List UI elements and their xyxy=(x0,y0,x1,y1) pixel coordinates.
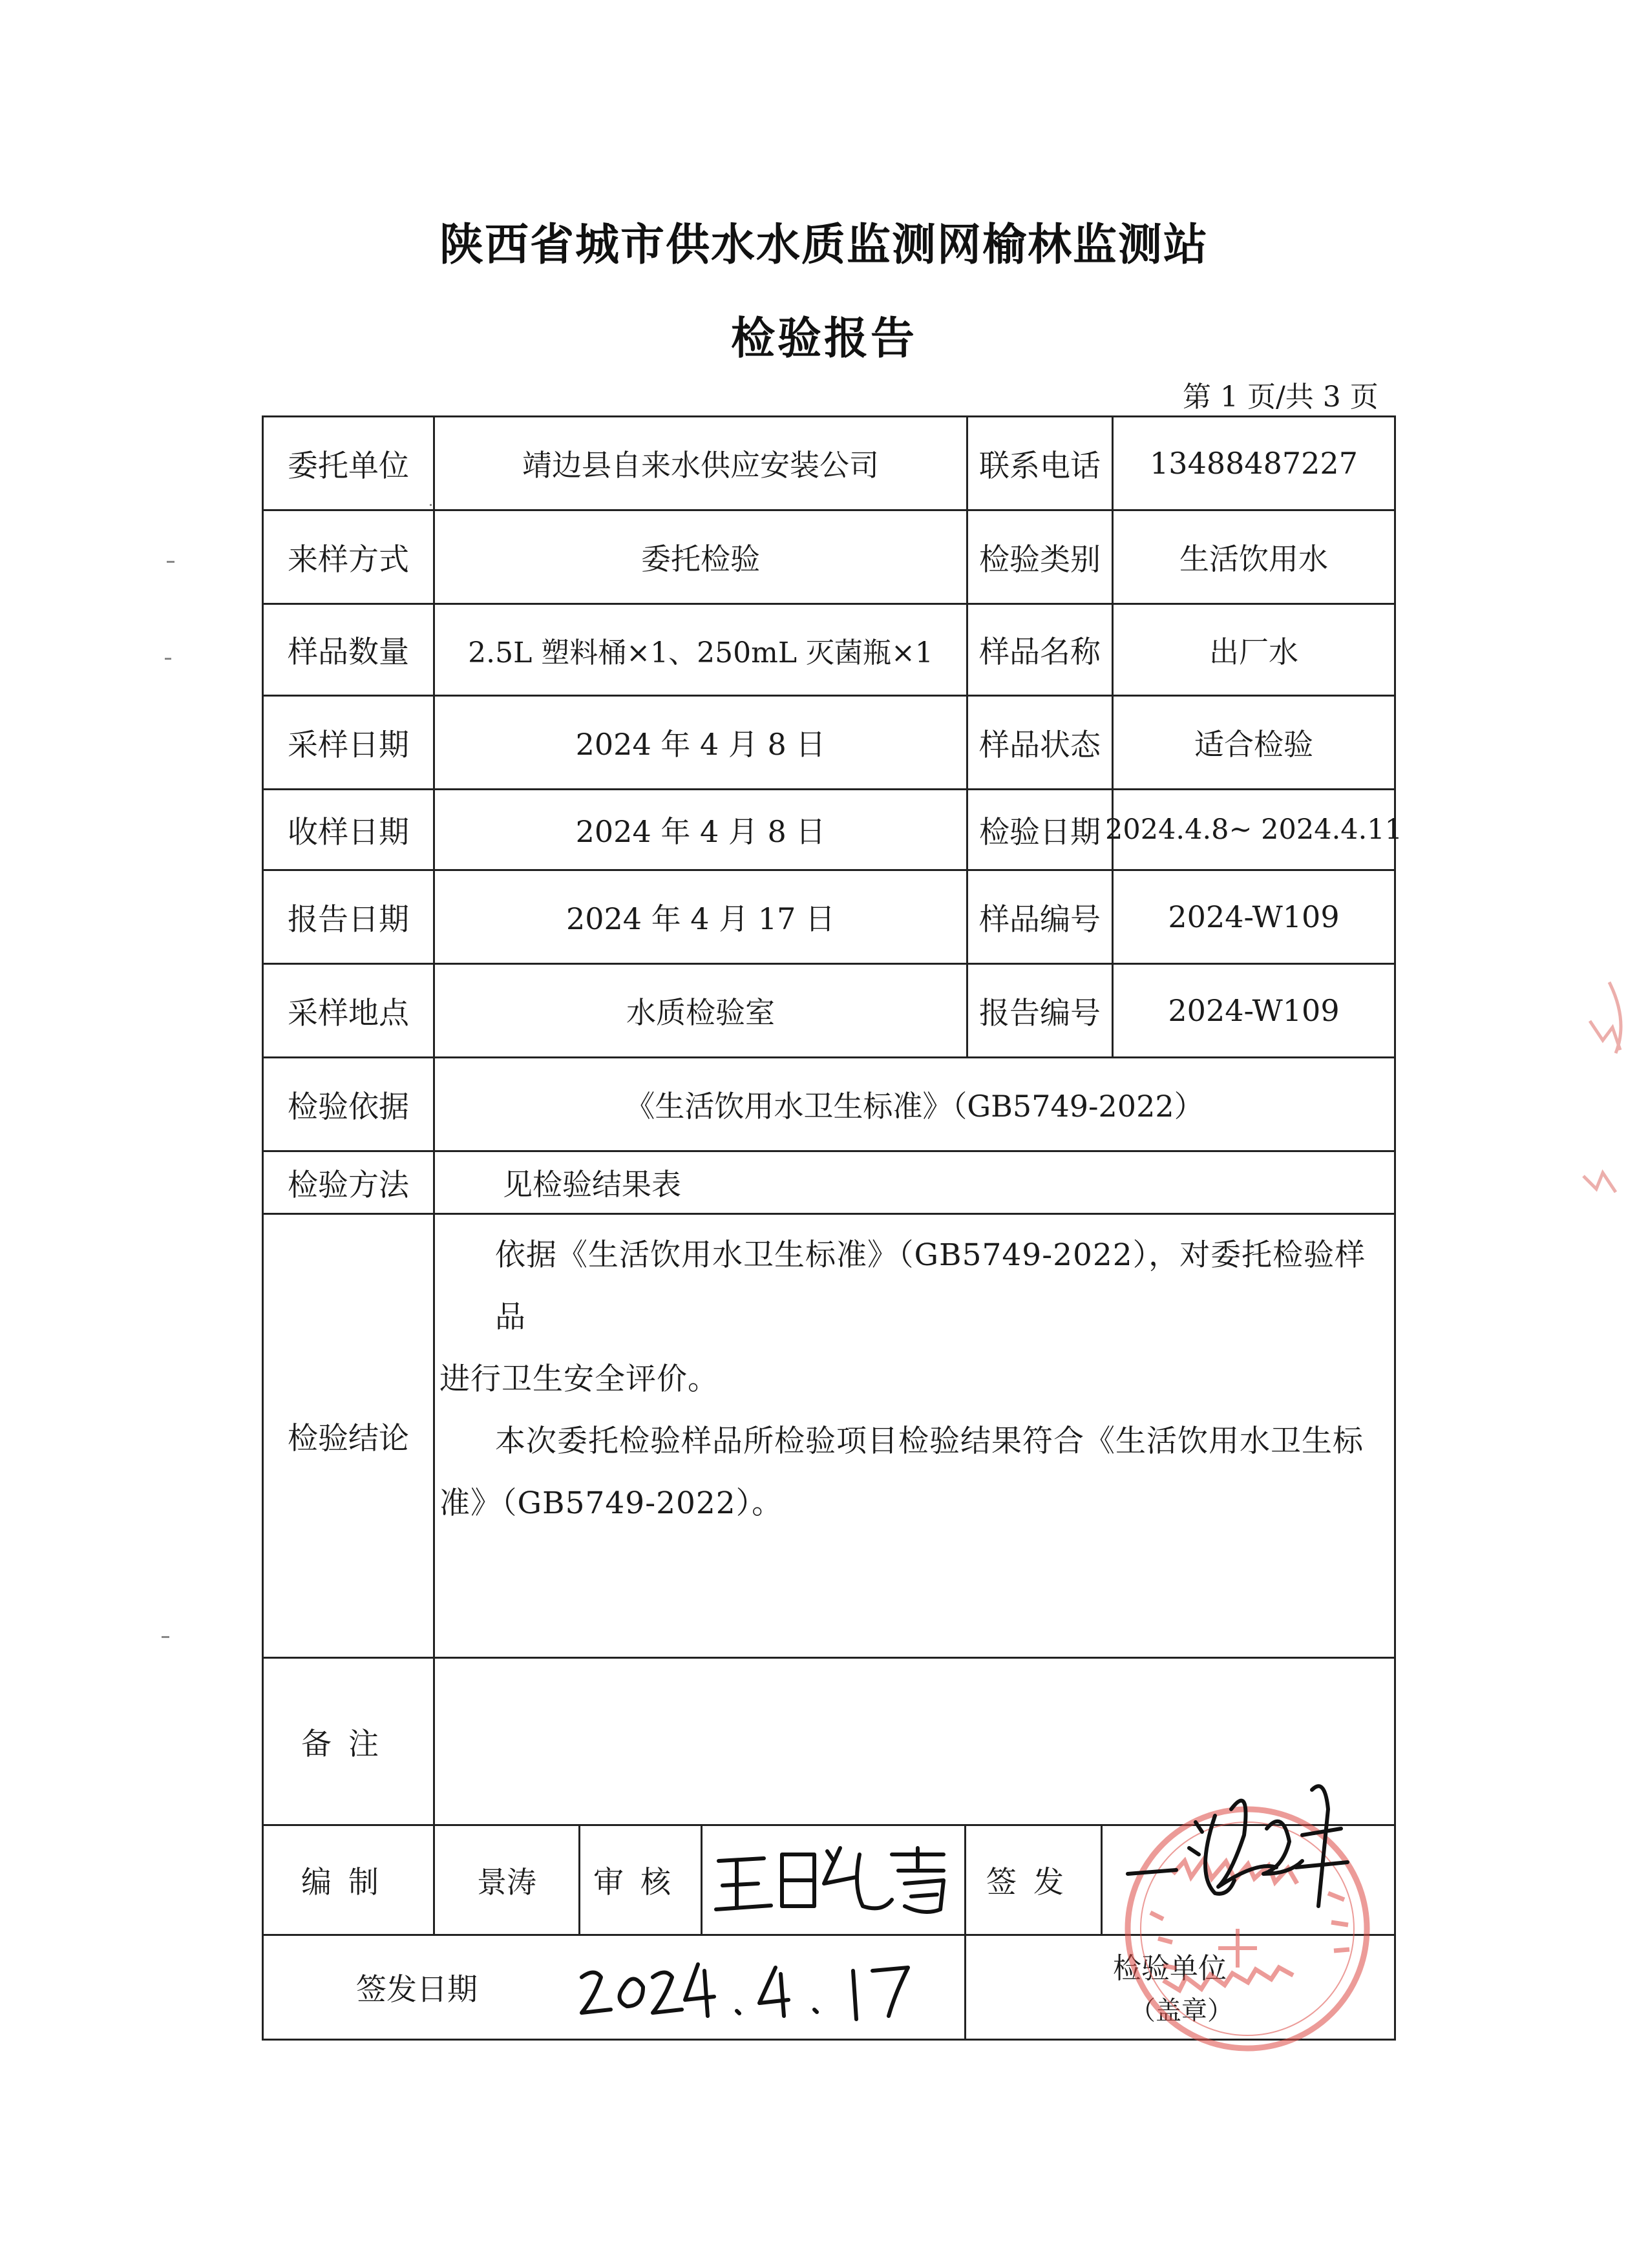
sample-state-label: 样品状态 xyxy=(966,695,1114,790)
sample-no-label: 样品编号 xyxy=(966,869,1114,965)
compiler-label: 编制 xyxy=(262,1824,435,1936)
sample-name-label: 样品名称 xyxy=(966,603,1114,697)
conclusion-p2-line1: 本次委托检验样品所检验项目检验结果符合《生活饮用水卫生标 xyxy=(495,1423,1364,1459)
conclusion-text xyxy=(433,1224,1396,1535)
category-value: 生活饮用水 xyxy=(1112,509,1396,605)
test-date-value: 2024.4.8~ 2024.4.11 xyxy=(1112,788,1396,871)
basis-value: 《生活饮用水卫生标准》（GB5749-2022） xyxy=(433,1056,1396,1152)
conclusion-p1-line2: 进行卫生安全评价。 xyxy=(439,1361,719,1397)
compiler-value: 景涛 xyxy=(433,1824,580,1936)
conclusion-p1-line1: 依据《生活饮用水卫生标准》（GB5749-2022），对委托检验样品 xyxy=(495,1237,1366,1335)
scan-mark xyxy=(162,1636,169,1638)
reviewer-signature-icon xyxy=(711,1835,956,1926)
sample-no-value: 2024-W109 xyxy=(1112,869,1396,965)
scan-mark xyxy=(165,658,171,660)
category-label: 检验类别 xyxy=(966,509,1114,605)
location-value: 水质检验室 xyxy=(433,963,968,1058)
report-no-value: 2024-W109 xyxy=(1112,963,1396,1058)
sampling-method-value: 委托检验 xyxy=(433,509,968,605)
scan-mark xyxy=(167,561,174,563)
quantity-label: 样品数量 xyxy=(262,603,435,697)
client-value: 靖边县自来水供应安装公司 xyxy=(433,415,968,511)
issuer-label: 签发 xyxy=(964,1824,1103,1936)
page-number: 第 1 页/共 3 页 xyxy=(1183,381,1379,414)
receive-date-value: 2024 年 4 月 8 日 xyxy=(433,788,968,871)
report-title: 陕西省城市供水水质监测网榆林监测站 xyxy=(439,220,1209,271)
conclusion-p2-line2: 准》（GB5749-2022）。 xyxy=(439,1486,783,1521)
basis-label: 检验依据 xyxy=(262,1056,435,1152)
remarks-label: 备注 xyxy=(262,1657,435,1826)
reviewer-label: 审核 xyxy=(578,1824,703,1936)
receive-date-label: 收样日期 xyxy=(262,788,435,871)
sampling-date-value: 2024 年 4 月 8 日 xyxy=(433,695,968,790)
issue-date-label: 签发日期 xyxy=(262,1934,966,2041)
sample-name-value: 出厂水 xyxy=(1112,603,1396,697)
phone-value: 13488487227 xyxy=(1112,415,1396,511)
location-label: 采样地点 xyxy=(262,963,435,1058)
report-date-label: 报告日期 xyxy=(262,869,435,965)
sampling-date-label: 采样日期 xyxy=(262,695,435,790)
test-date-label: 检验日期 xyxy=(966,788,1114,871)
seal-fragment-icon xyxy=(1564,956,1648,1241)
report-no-label: 报告编号 xyxy=(966,963,1114,1058)
client-label: 委托单位 xyxy=(262,415,435,511)
unit-label: 检验单位 xyxy=(1113,1952,1227,1985)
report-subtitle: 检验报告 xyxy=(730,313,917,364)
phone-label: 联系电话 xyxy=(966,415,1114,511)
method-value: 见检验结果表 xyxy=(433,1150,1396,1215)
seal-label: （盖章） xyxy=(1130,1996,1233,2026)
sample-state-value: 适合检验 xyxy=(1112,695,1396,790)
issue-date-handwriting-icon xyxy=(575,1951,937,2029)
quantity-value: 2.5L 塑料桶×1、250mL 灭菌瓶×1 xyxy=(433,603,968,697)
conclusion-label: 检验结论 xyxy=(262,1213,435,1659)
method-label: 检验方法 xyxy=(262,1150,435,1215)
issuer-signature-icon xyxy=(1118,1770,1377,1938)
report-date-value: 2024 年 4 月 17 日 xyxy=(433,869,968,965)
sampling-method-label: 来样方式 xyxy=(262,509,435,605)
